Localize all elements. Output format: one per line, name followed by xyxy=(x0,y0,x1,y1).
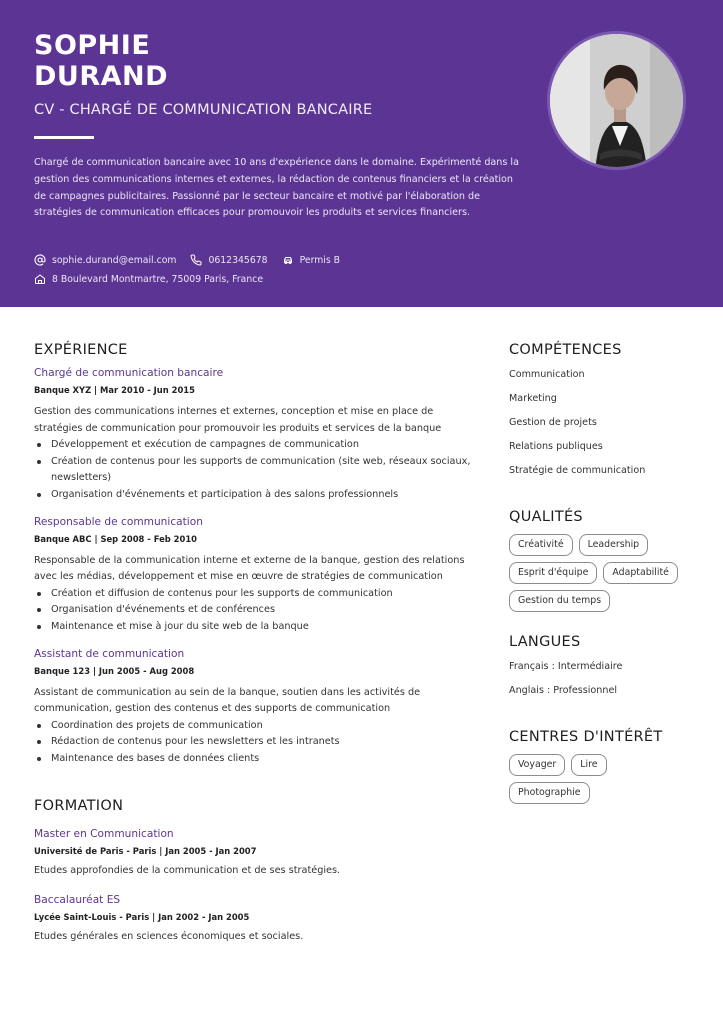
skill-item: Stratégie de communication xyxy=(509,465,646,476)
job-description: Responsable de la communication interne et externe de la banque, gestion des relations avec les médias, développement et mise en œuvre de stratégies de communication xyxy=(34,554,465,583)
education-entry xyxy=(34,828,474,876)
langues-section xyxy=(509,634,699,707)
profile-summary: Chargé de communication bancaire avec 10 ans d'expérience dans le domaine. Expérimenté dans la gestion des communications internes et externes, la rédaction de contenus financiers et la création de campagnes publicitaires. Passionné par le secteur bancaire et motivé par l'élaboration de stratégies de communication efficaces pour promouvoir les produits et services financiers. xyxy=(34,157,519,219)
job-description: Assistant de communication au sein de la banque, soutien dans les activités de communication, gestion des contenus et des supports de communication xyxy=(34,686,421,715)
contact-phone: 0612345678 xyxy=(190,254,267,266)
at-sign-icon xyxy=(34,254,46,266)
skill-item: Marketing xyxy=(509,393,557,404)
formation-section xyxy=(34,798,474,942)
job-bullets xyxy=(34,718,474,768)
education-meta: Lycée Saint-Louis - Paris | Jan 2002 - Jan 2005 xyxy=(34,911,250,922)
qualites-tags xyxy=(509,534,679,612)
contact-email: sophie.durand@email.com xyxy=(34,254,176,266)
job-bullets xyxy=(34,586,474,636)
candidate-name xyxy=(34,30,168,92)
degree: Baccalauréat ES xyxy=(34,893,121,906)
interets-section xyxy=(509,729,699,804)
quality-tag: Adaptabilité xyxy=(603,562,678,584)
skill-item: Communication xyxy=(509,369,585,380)
contact-row-address xyxy=(34,273,277,285)
profile-photo xyxy=(547,31,686,170)
skill-item: Relations publiques xyxy=(509,441,603,452)
quality-tag: Leadership xyxy=(579,534,649,556)
degree: Master en Communication xyxy=(34,827,174,840)
cv-header xyxy=(0,0,723,307)
job-bullet: Organisation d'événements et participation à des salons professionnels xyxy=(34,487,474,504)
phone-icon xyxy=(190,254,202,266)
competences-section xyxy=(509,342,699,487)
title-divider xyxy=(34,136,94,139)
skill-item: Gestion de projets xyxy=(509,417,597,428)
experience-title: EXPÉRIENCE xyxy=(34,342,128,358)
education-description: Etudes générales en sciences économiques et sociales. xyxy=(34,930,304,942)
job-bullet: Développement et exécution de campagnes de communication xyxy=(34,437,474,454)
job-role: Chargé de communication bancaire xyxy=(34,367,224,379)
first-name: SOPHIE xyxy=(34,30,151,61)
job-meta: Banque 123 | Jun 2005 - Aug 2008 xyxy=(34,665,195,676)
competences-title: COMPÉTENCES xyxy=(509,342,622,358)
cv-title: CV - CHARGÉ DE COMMUNICATION BANCAIRE xyxy=(34,102,373,118)
quality-tag: Gestion du temps xyxy=(509,590,610,612)
interets-tags xyxy=(509,754,679,804)
job-bullet: Maintenance des bases de données clients xyxy=(34,751,474,768)
qualites-title: QUALITÉS xyxy=(509,509,583,525)
interest-tag: Lire xyxy=(571,754,606,776)
job-bullet: Maintenance et mise à jour du site web de la banque xyxy=(34,619,474,636)
job-bullet: Rédaction de contenus pour les newsletters et les intranets xyxy=(34,734,474,751)
job-bullet: Organisation d'événements et de conférences xyxy=(34,602,474,619)
education-description: Etudes approfondies de la communication et de ses stratégies. xyxy=(34,864,341,876)
sidebar-column xyxy=(509,342,699,826)
language-item: Anglais : Professionnel xyxy=(509,685,618,696)
quality-tag: Esprit d'équipe xyxy=(509,562,597,584)
job-bullet: Création et diffusion de contenus pour les supports de communication xyxy=(34,586,474,603)
job-role: Assistant de communication xyxy=(34,647,185,660)
contact-license: Permis B xyxy=(282,254,340,266)
quality-tag: Créativité xyxy=(509,534,573,556)
job-meta: Banque ABC | Sep 2008 - Feb 2010 xyxy=(34,533,197,544)
contact-row-primary xyxy=(34,254,354,266)
job-bullets xyxy=(34,437,474,503)
education-entry xyxy=(34,894,474,942)
job-bullet: Création de contenus pour les supports de communication (site web, réseaux sociaux, newsletters) xyxy=(34,454,474,487)
home-icon xyxy=(34,273,46,285)
job-entry xyxy=(34,648,474,768)
qualites-section xyxy=(509,509,699,612)
job-entry xyxy=(34,516,474,636)
contact-address: 8 Boulevard Montmartre, 75009 Paris, France xyxy=(34,273,263,285)
main-column xyxy=(34,342,474,960)
langues-title: LANGUES xyxy=(509,634,581,650)
language-item: Français : Intermédiaire xyxy=(509,661,623,672)
job-meta: Banque XYZ | Mar 2010 - Jun 2015 xyxy=(34,385,195,395)
portrait-image xyxy=(550,34,686,170)
interest-tag: Photographie xyxy=(509,782,590,804)
formation-title: FORMATION xyxy=(34,797,124,814)
last-name: DURAND xyxy=(34,61,169,92)
car-icon xyxy=(282,254,294,266)
job-bullet: Coordination des projets de communication xyxy=(34,718,474,735)
interest-tag: Voyager xyxy=(509,754,565,776)
education-meta: Université de Paris - Paris | Jan 2005 - Jan 2007 xyxy=(34,845,257,856)
job-entry xyxy=(34,367,474,504)
job-role: Responsable de communication xyxy=(34,515,203,528)
interets-title: CENTRES D'INTÉRÊT xyxy=(509,729,663,745)
job-description: Gestion des communications internes et externes, conception et mise en place de stratégies de communication pour promouvoir les produits et services de la banque xyxy=(34,406,442,434)
